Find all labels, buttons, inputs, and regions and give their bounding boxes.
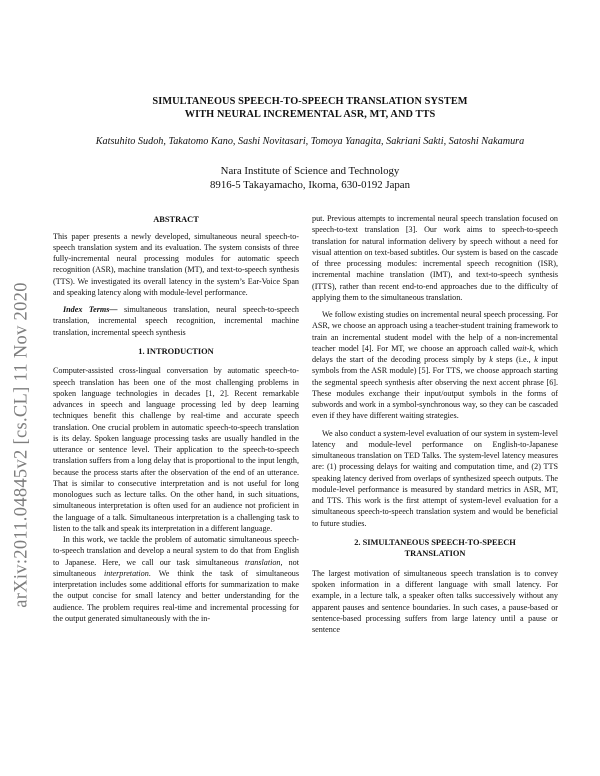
arxiv-sidebar: [8, 210, 36, 680]
intro-p2-part-c: . We think the task of simultaneous interpretation includes some additional efforts for summarization to make the output concise for small latency and better understanding for the audience. The problem requires real-time and incremental processing for the output generated simultaneously with the in-: [53, 568, 299, 623]
affiliation-institution: Nara Institute of Science and Technology: [220, 165, 400, 177]
abstract-heading: ABSTRACT: [153, 215, 199, 224]
section-1-heading: 1. INTRODUCTION: [138, 346, 214, 356]
abstract-text: This paper presents a newly developed, simultaneous neural speech-to-speech translation system and its evaluation. The system consists of three fully-incremental neural processing modules for automatic speech recognition (ASR), machine translation (MT), and text-to-speech synthesis (TTS). We investigated its overall latency in the system’s Ear-Voice Span and speaking latency along with module-level performance.: [53, 231, 299, 297]
intro-p2-part-b: , not simultaneous: [53, 557, 299, 578]
title-line-2: WITH NEURAL INCREMENTAL ASR, MT, AND TTS: [184, 109, 436, 120]
intro-paragraph-2: [53, 534, 299, 624]
index-terms: [53, 304, 299, 338]
right-p1-italic-k1: k: [489, 355, 493, 364]
affiliation-address: 8916-5 Takayamacho, Ikoma, 630-0192 Japan: [210, 179, 410, 191]
affiliation: [50, 164, 570, 192]
right-p1-part-a: We follow existing studies on incremental neural speech processing. For ASR, we choose an approach using a teacher-student training framework to train an incremental student model with the help of a non-incremental teacher model [4]. For MT, we choose an approach called: [312, 310, 558, 353]
paper-title: [50, 95, 570, 121]
right-p1-part-d: input symbols from the ASR module) [5]. For TTS, we choose approach starting the segmental speech synthesis after observing the next accent phrase [6]. These modules exchange their input/output symbols in the forms of subwords and work in a symbol-synchronous way, so they can be cascaded even if they have different waiting strategies.: [312, 355, 558, 421]
section-2-heading-line-2: TRANSLATION: [404, 549, 466, 559]
intro-p2-part-a: In this work, we tackle the problem of automatic simultaneous speech-to-speech translation and develop a neural system to do that from English to Japanese. Here, we call our task simultaneous: [53, 535, 299, 567]
right-p1-italic-k2: k: [534, 355, 538, 364]
intro-p2-italic-interpretation: interpretation: [103, 568, 149, 578]
arxiv-identifier: arXiv:2011.04845v2 [cs.CL] 11 Nov 2020: [11, 282, 32, 608]
intro-p2-italic-translation: translation: [244, 557, 281, 567]
right-paragraph-1: [312, 309, 558, 422]
index-terms-text: simultaneous translation, neural speech-to-speech translation, incremental speech recognition, incremental machine translation, incremental speech synthesis: [53, 305, 299, 337]
right-column: [312, 213, 558, 635]
title-line-1: SIMULTANEOUS SPEECH-TO-SPEECH TRANSLATION SYSTEM: [152, 96, 468, 107]
right-paragraph-0: put. Previous attempts to incremental neural speech translation focused on speech-to-text translation [3]. Our work aims to speech-to-speech translation for natural information delivery by speech without a need for visual attention on text-based subtitles. Our system is based on the cascade of three processing modules: incremental speech recognition (ISR), incremental machine translation (IMT), and text-to-speech synthesis (ITTS), rather than recent end-to-end approaches due to the difficulty of applying them to the simultaneous translation.: [312, 214, 558, 302]
section-2-heading-line-1: 2. SIMULTANEOUS SPEECH-TO-SPEECH: [354, 537, 516, 547]
section-2-heading: [312, 537, 558, 560]
right-paragraph-2: We also conduct a system-level evaluation of our system in system-level latency and module-level performance on English-to-Japanese simultaneous translation on TED Talks. The system-level latency measures are: (1) processing delays for waiting and computation time, and (2) TTS speaking latency derived from overlaps of synthesized speech outputs. The module-level performance is measured by standard metrics in ASR, MT, and TTS. This work is the first attempt of system-level evaluation for a simultaneous speech-to-speech translation system and would be beneficial to future studies.: [312, 428, 558, 528]
right-p1-italic-waitk: wait-k: [512, 343, 533, 353]
right-p1-part-b: , which delays the start of the decoding process simply by: [312, 343, 558, 364]
author-list: Katsuhito Sudoh, Takatomo Kano, Sashi Novitasari, Tomoya Yanagita, Sakriani Sakti, Satoshi Nakamura: [95, 136, 525, 147]
index-terms-label: Index Terms—: [63, 305, 118, 314]
left-column: [53, 214, 299, 624]
intro-paragraph-1: Computer-assisted cross-lingual conversation by automatic speech-to-speech translation has been one of the most challenging problems in spoken language technologies in decades [1, 2]. Recent remarkable advances in speech and language processing led by deep learning techniques benefit this challenge by real-time and accurate speech translation. One crucial problem in automatic speech-to-speech translation is its delay. Spoken language processing tasks are usually handled in the utterance or sentence level. Their application to the speech-to-speech translation suffers from a long delay that is proportional to the input length, because the process starts after the observation of the end of an utterance. That is similar to consecutive interpretation and is not useful for long monologues such as lecture talks. On the other hand, in such situations, simultaneous interpretation is often used for an audience not proficient in the language of a talk. Simultaneous interpretation is a challenging task to listen to the talk and speak its interpretation in a different language.: [53, 366, 299, 533]
right-p1-part-c: steps (i.e.,: [492, 355, 535, 364]
section-2-paragraph-1: The largest motivation of simultaneous speech translation is to convey spoken information in a different language with small latency. For example, in a lecture talk, a speaker often talks successively without any apparent pauses and sentence boundaries. In such cases, a pause-based or sentence-based processing suffers from large latency until a pause or sentence: [312, 568, 558, 634]
